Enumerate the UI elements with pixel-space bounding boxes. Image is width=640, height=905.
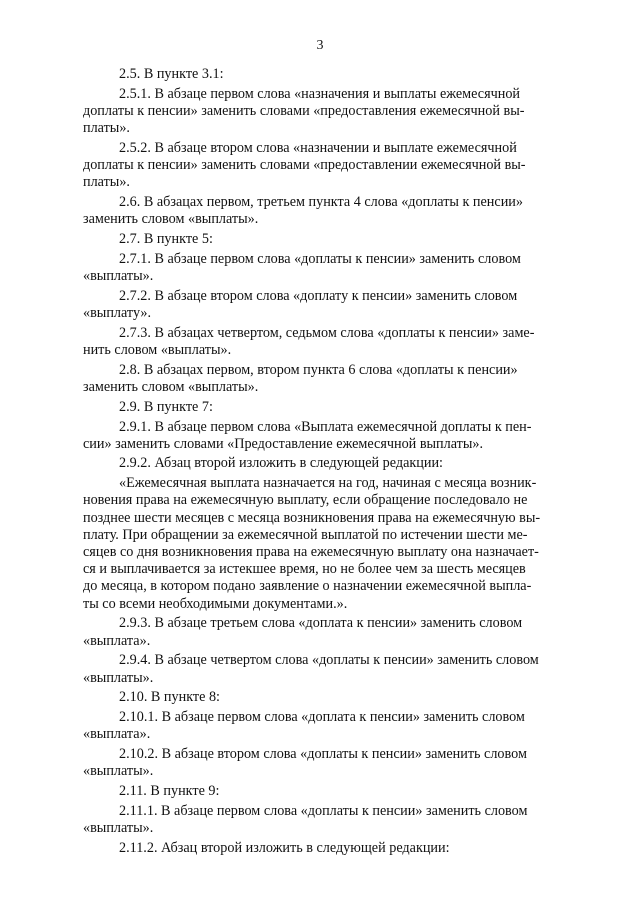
paragraph-2-11-heading: 2.11. В пункте 9: — [119, 783, 220, 799]
quoted-paragraph-line: позднее шести месяцев с месяца возникновения права на ежемесячную вы- — [83, 509, 541, 526]
paragraph-2-9-4-line: «выплаты». — [83, 669, 154, 686]
paragraph-2-6-line: 2.6. В абзацах первом, третьем пункта 4 слова «доплаты к пенсии» — [119, 194, 523, 211]
paragraph-2-7-2-line: 2.7.2. В абзаце втором слова «доплату к пенсии» заменить словом — [119, 287, 518, 304]
paragraph-2-10-1-line: 2.10.1. В абзаце первом слова «доплата к пенсии» заменить словом — [119, 709, 525, 726]
paragraph-2-9-2-line: 2.9.2. Абзац второй изложить в следующей редакции: — [119, 455, 443, 472]
paragraph-2-9-4-line: 2.9.4. В абзаце четвертом слова «доплаты к пенсии» заменить словом — [119, 652, 539, 669]
paragraph-2-7-1-line: «выплаты». — [83, 268, 154, 285]
quoted-paragraph-line: ты со всеми необходимыми документами.». — [83, 595, 348, 612]
paragraph-2-9-1-line: сии» заменить словами «Предоставление ежемесячной выплаты». — [83, 435, 484, 452]
paragraph-2-5-2-line: платы». — [83, 174, 130, 191]
document-body — [83, 66, 588, 857]
paragraph-2-7-2-line: «выплату». — [83, 305, 152, 321]
paragraph-2-11-1-line: «выплаты». — [83, 819, 154, 836]
paragraph-2-6-line: заменить словом «выплаты». — [83, 211, 259, 228]
paragraph-2-8-line: заменить словом «выплаты». — [83, 378, 259, 395]
paragraph-2-7-1-line: 2.7.1. В абзаце первом слова «доплаты к пенсии» заменить словом — [119, 250, 521, 267]
paragraph-2-10-1-line: «выплата». — [83, 726, 151, 743]
page-number: 3 — [316, 38, 324, 53]
paragraph-2-8-line: 2.8. В абзацах первом, втором пункта 6 слова «доплаты к пенсии» — [119, 361, 518, 378]
paragraph-2-7-heading: 2.7. В пункте 5: — [119, 231, 213, 248]
paragraph-2-5-heading: 2.5. В пункте 3.1: — [119, 66, 224, 82]
quoted-paragraph-line: плату. При обращении за ежемесячной выплатой по истечении шести ме- — [83, 526, 528, 543]
paragraph-2-11-1-line: 2.11.1. В абзаце первом слова «доплаты к пенсии» заменить словом — [119, 802, 528, 819]
paragraph-2-7-3-line: нить словом «выплаты». — [83, 341, 232, 358]
quoted-paragraph-line: до месяца, в котором подано заявление о назначении ежемесячной выпла- — [83, 578, 532, 595]
quoted-paragraph-line: новения права на ежемесячную выплату, если обращение последовало не — [83, 492, 528, 509]
paragraph-2-5-1-line: платы». — [83, 120, 130, 137]
paragraph-2-9-heading: 2.9. В пункте 7: — [119, 398, 213, 415]
paragraph-2-7-3-line: 2.7.3. В абзацах четвертом, седьмом слова «доплаты к пенсии» заме- — [119, 324, 535, 341]
quoted-paragraph-line: сяцев со дня возникновения права на ежемесячную выплату она назначает- — [83, 544, 539, 560]
paragraph-2-5-2-line: 2.5.2. В абзаце втором слова «назначении и выплате ежемесячной — [119, 139, 517, 156]
paragraph-2-10-2-line: 2.10.2. В абзаце втором слова «доплаты к пенсии» заменить словом — [119, 746, 527, 763]
paragraph-2-5-1-line: 2.5.1. В абзаце первом слова «назначения и выплаты ежемесячной — [119, 85, 521, 102]
quoted-paragraph-line: ся и выплачивается за истекшее время, но не более чем за шесть месяцев — [83, 561, 526, 578]
paragraph-2-10-heading: 2.10. В пункте 8: — [119, 689, 220, 706]
paragraph-2-11-2-line: 2.11.2. Абзац второй изложить в следующей редакции: — [119, 839, 450, 856]
paragraph-2-5-2-line: доплаты к пенсии» заменить словами «предоставлении ежемесячной вы- — [83, 157, 526, 174]
paragraph-2-9-3-line: 2.9.3. В абзаце третьем слова «доплата к пенсии» заменить словом — [119, 615, 523, 632]
paragraph-2-9-3-line: «выплата». — [83, 632, 151, 649]
paragraph-2-10-2-line: «выплаты». — [83, 763, 154, 780]
quoted-paragraph-line: «Ежемесячная выплата назначается на год, начиная с месяца возник- — [119, 475, 537, 492]
paragraph-2-5-1-line: доплаты к пенсии» заменить словами «предоставления ежемесячной вы- — [83, 102, 525, 119]
paragraph-2-9-1-line: 2.9.1. В абзаце первом слова «Выплата ежемесячной доплаты к пен- — [119, 418, 532, 435]
